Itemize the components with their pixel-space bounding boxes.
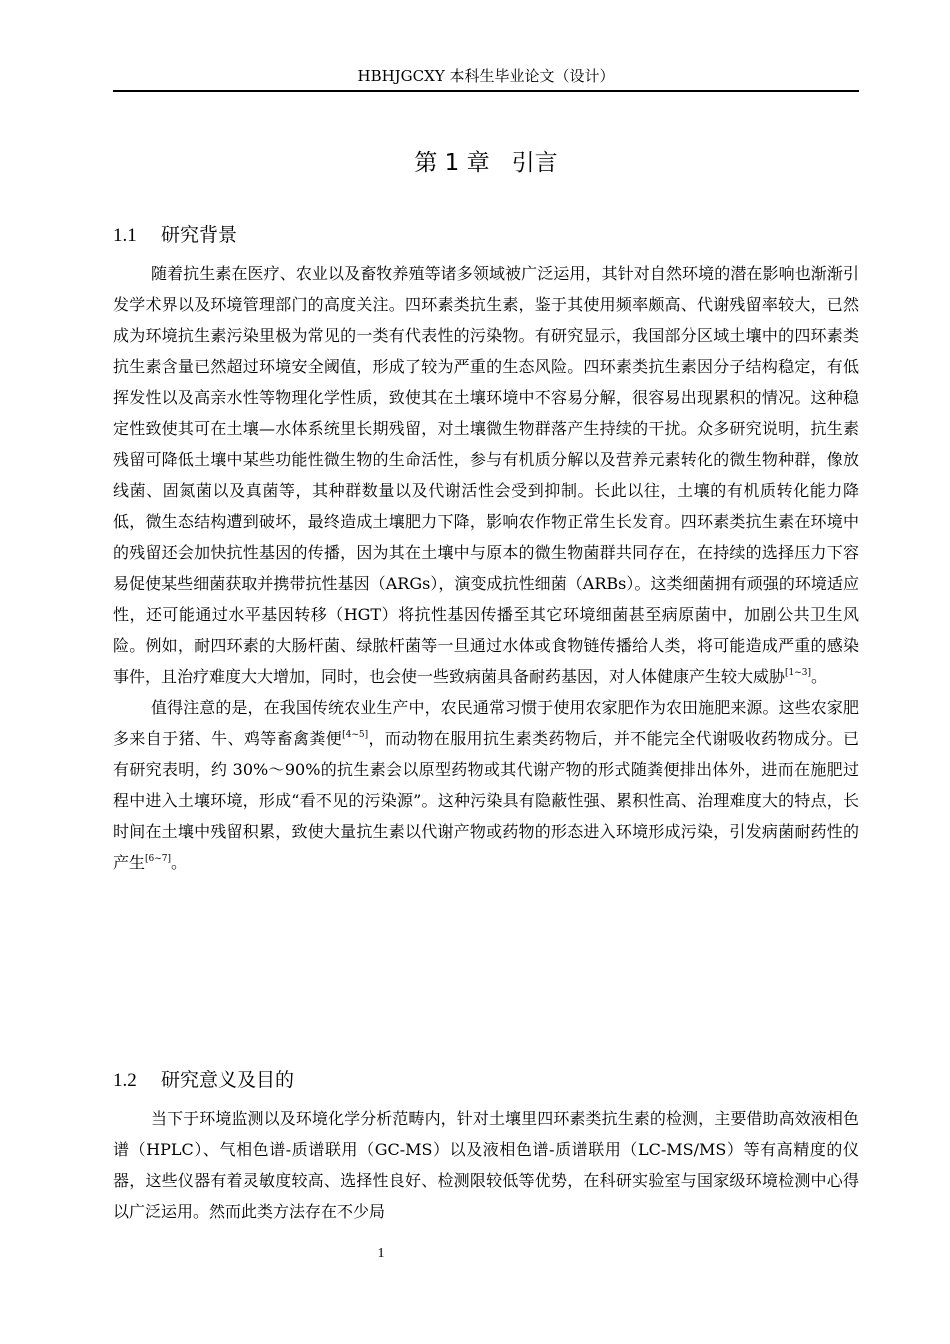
paragraph: 当下于环境监测以及环境化学分析范畴内，针对土壤里四环素类抗生素的检测，主要借助高效液相色谱（HPLC）、气相色谱-质谱联用（GC-MS）以及液相色谱-质谱联用（LC-MS/MS）等有高精度的仪器，这些仪器有着灵敏度较高、选择性良好、检测限较低等优势，在科研实验室与国家级环境检测中心得以广泛运用。然而此类方法存在不少局 bbox=[113, 1109, 859, 1221]
section-heading-1-2 bbox=[113, 1066, 294, 1095]
paragraph-text: 值得注意的是，在我国传统农业生产中，农民通常习惯于使用农家肥作为农田施肥来源。这些农家肥多来自于猪、牛、鸡等畜禽粪便 bbox=[113, 698, 859, 748]
section-body-1-1 bbox=[113, 258, 859, 878]
paragraph bbox=[113, 692, 859, 878]
paragraph-text: 随着抗生素在医疗、农业以及畜牧养殖等诸多领域被广泛运用，其针对自然环境的潜在影响也渐渐引发学术界以及环境管理部门的高度关注。四环素类抗生素，鉴于其使用频率颇高、代谢残留率较大，已然成为环境抗生素污染里极为常见的一类有代表性的污染物。有研究显示，我国部分区域土壤中的四环素类抗生素含量已然超过环境安全阈值，形成了较为严重的生态风险。四环素类抗生素因分子结构稳定，有低挥发性以及高亲水性等物理化学性质，致使其在土壤环境中不容易分解，很容易出现累积的情况。这种稳定性致使其可在土壤—水体系统里长期残留，对土壤微生物群落产生持续的干扰。众多研究说明，抗生素残留可降低土壤中某些功能性微生物的生命活性，参与有机质分解以及营养元素转化的微生物种群，像放线菌、固氮菌以及真菌等，其种群数量以及代谢活性会受到抑制。长此以往，土壤的有机质转化能力降低，微生态结构遭到破坏，最终造成土壤肥力下降，影响农作物正常生长发育。四环素类抗生素在环境中的残留还会加快抗性基因的传播，因为其在土壤中与原本的微生物菌群共同存在，在持续的选择压力下容易促使某些细菌获取并携带抗性基因（ARGs），演变成抗性细菌（ARBs）。这类细菌拥有顽强的环境适应性，还可能通过水平基因转移（HGT）将抗性基因传播至其它环境细菌甚至病原菌中，加剧公共卫生风险。例如，耐四环素的大肠杆菌、绿脓杆菌等一旦通过水体或食物链传播给人类，将可能造成严重的感染事件，且治疗难度大大增加，同时，也会使一些致病菌具备耐药基因，对人体健康产生较大威胁 bbox=[113, 264, 859, 686]
section-heading-1-1 bbox=[113, 221, 237, 250]
chapter-heading bbox=[113, 146, 859, 180]
section-number: 1.1 bbox=[113, 225, 137, 246]
paragraph-text: 。 bbox=[171, 853, 188, 872]
running-header: HBHJGCXY 本科生毕业论文（设计） bbox=[113, 64, 859, 92]
citation: [6~7] bbox=[145, 854, 172, 864]
paragraph-text: ，而动物在服用抗生素类药物后，并不能完全代谢吸收药物成分。已有研究表明，约 30%～90%的抗生素会以原型药物或其代谢产物的形式随粪便排出体外，进而在施肥过程中进入土壤环境，形成“看不见的污染源”。这种污染具有隐蔽性强、累积性高、治理难度大的特点，长时间在土壤中残留积累，致使大量抗生素以代谢产物或药物的形态进入环境形成污染，引发病菌耐药性的产生 bbox=[113, 729, 859, 872]
paragraph bbox=[113, 258, 859, 692]
chapter-title: 引言 bbox=[511, 150, 558, 176]
citation: [1~3] bbox=[785, 668, 812, 678]
section-title: 研究意义及目的 bbox=[161, 1069, 295, 1091]
paragraph-text: 。 bbox=[811, 667, 828, 686]
section-number: 1.2 bbox=[113, 1070, 137, 1091]
chapter-number: 第 1 章 bbox=[414, 150, 490, 176]
section-title: 研究背景 bbox=[161, 224, 238, 246]
section-body-1-2 bbox=[113, 1103, 859, 1227]
citation: [4~5] bbox=[342, 730, 369, 740]
page-number: 1 bbox=[377, 1246, 385, 1261]
